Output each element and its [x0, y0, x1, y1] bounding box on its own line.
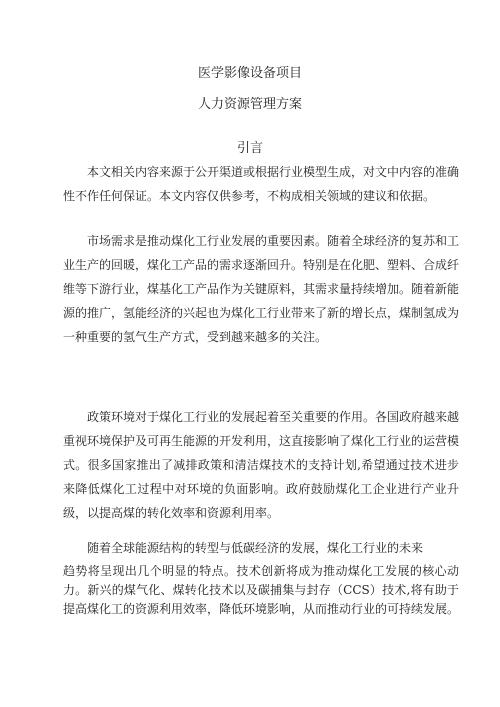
paragraph-future-trends [63, 536, 459, 619]
paragraph-policy-environment: 政策环境对于煤化工行业的发展起着至关重要的作用。各国政府越来越重视环境保护及可再生能源的开发利用，这直接影响了煤化工行业的运营模式。很多国家推出了减排政策和清洁煤技术的支持计划,希望通过技术进步来降低煤化工过程中对环境的负面影响。政府鼓励煤化工企业进行产业升级，以提高煤的转化效率和资源利用率。 [63, 410, 460, 520]
paragraph-disclaimer: 本文相关内容来源于公开渠道或根据行业模型生成，对文中内容的准确性不作任何保证。本文内容仅供参考，不构成相关领域的建议和依据。 [63, 165, 460, 203]
document-subtitle: 人力资源管理方案 [197, 97, 302, 112]
paragraph-market-demand: 市场需求是推动煤化工行业发展的重要因素。随着全球经济的复苏和工业生产的回暖，煤化工产品的需求逐渐回升。特别是在化肥、塑料、合成纤维等下游行业，煤基化工产品作为关键原料，其需求量持续增加。随着新能源的推广，氢能经济的兴起也为煤化工行业带来了新的增长点，煤制氢成为一种重要的氢气生产方式，受到越来越多的关注。 [63, 234, 460, 344]
paragraph-future-trends-body: 趋势将呈现出几个明显的特点。技术创新将成为推动煤化工发展的核心动力。新兴的煤气化、煤转化技术以及碳捕集与封存（CCS）技术,将有助于提高煤化工的资源利用效率，降低环境影响，从而推动行业的可持续发展。 [63, 564, 460, 616]
paragraph-future-trends-first-line: 随着全球能源结构的转型与低碳经济的发展，煤化工行业的未来 [87, 541, 424, 555]
document-title: 医学影像设备项目 [197, 66, 302, 81]
section-heading: 引言 [236, 141, 263, 156]
